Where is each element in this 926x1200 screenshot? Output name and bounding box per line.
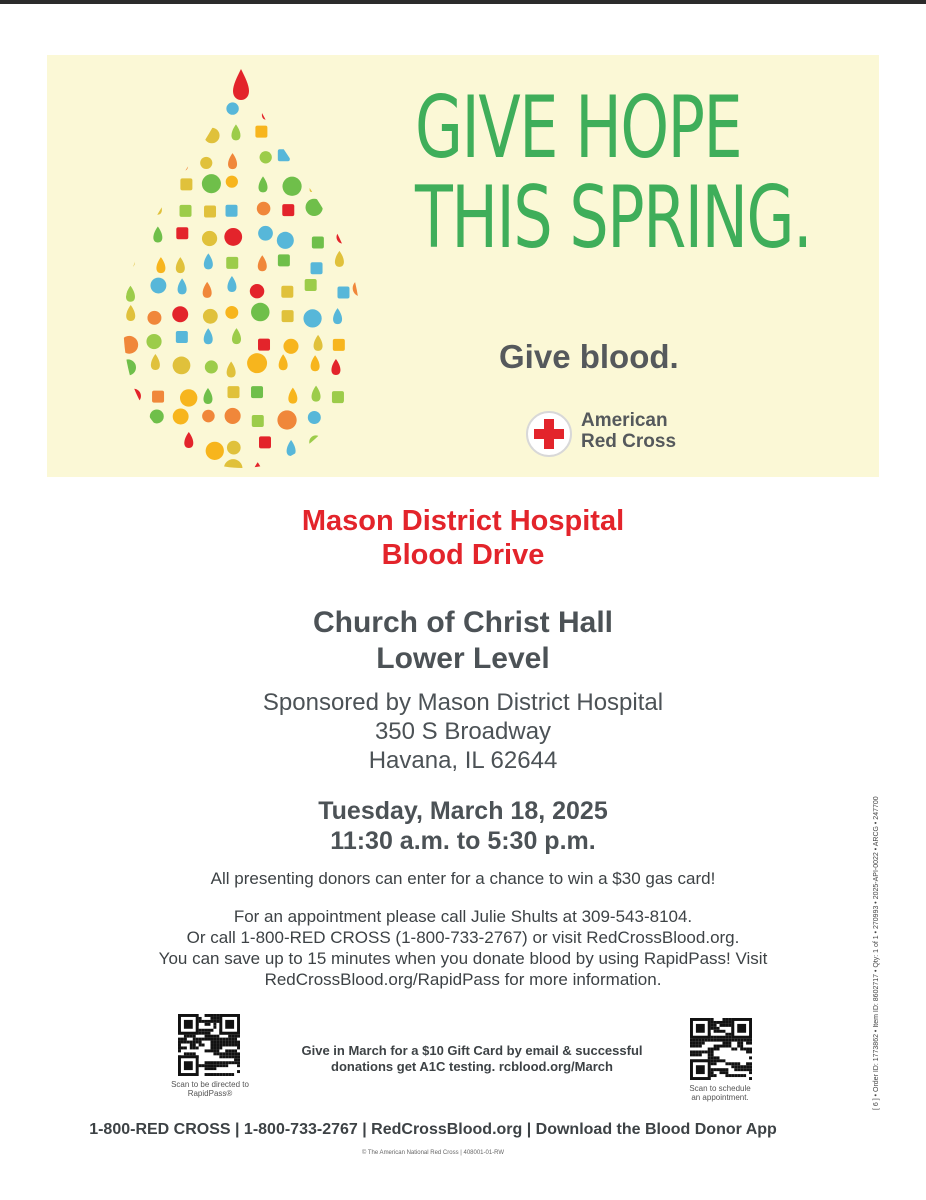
- spring-icon: [305, 279, 317, 291]
- spring-icon: [334, 127, 349, 142]
- spring-icon: [179, 121, 188, 137]
- spring-icon: [147, 311, 161, 325]
- spring-icon: [359, 97, 367, 116]
- spring-icon: [311, 262, 323, 274]
- spring-icon: [127, 443, 139, 455]
- headline: [415, 78, 812, 268]
- spring-icon: [202, 174, 221, 193]
- spring-icon: [125, 156, 134, 172]
- spring-icon: [121, 129, 138, 146]
- spring-icon: [224, 228, 242, 246]
- footer-contacts: 1-800-RED CROSS | 1-800-733-2767 | RedCrossBlood.org | Download the Blood Donor App: [89, 1121, 777, 1138]
- top-border: [0, 0, 926, 4]
- spring-icon: [333, 148, 347, 162]
- red-cross-logo-text: [581, 410, 676, 452]
- spring-banner: [47, 55, 879, 477]
- spring-icon: [146, 334, 161, 349]
- spring-icon: [150, 130, 164, 144]
- spring-icon: [250, 284, 264, 298]
- info-line-4: RedCrossBlood.org/RapidPass for more information.: [264, 970, 662, 989]
- promo-line-1: Give in March for a $10 Gift Card by email & successful: [301, 1043, 643, 1058]
- spring-icon: [203, 309, 218, 324]
- spring-icon: [259, 436, 271, 448]
- spring-icon: [288, 96, 297, 112]
- sponsor-address: [0, 688, 926, 775]
- spring-icon: [360, 182, 367, 194]
- spring-icon: [278, 126, 290, 138]
- venue: [0, 605, 926, 677]
- spring-icon: [335, 182, 344, 198]
- spring-icon: [180, 389, 197, 406]
- spring-icon: [151, 444, 163, 456]
- spring-icon: [281, 286, 293, 298]
- spring-icon: [251, 386, 263, 398]
- spring-icon: [153, 172, 162, 188]
- spring-icon: [361, 231, 367, 246]
- spring-icon: [278, 254, 290, 266]
- address-line-2: Havana, IL 62644: [368, 747, 558, 774]
- spring-icon: [333, 99, 346, 112]
- event-time: 11:30 a.m. to 5:30 p.m.: [330, 827, 596, 855]
- tagline: Give blood.: [499, 338, 679, 375]
- qr-caption-line: Scan to schedule: [689, 1084, 751, 1093]
- spring-icon: [225, 306, 238, 319]
- spring-icon: [226, 257, 238, 269]
- venue-line-2: Lower Level: [376, 642, 550, 675]
- spring-icon: [125, 235, 138, 248]
- promo-text: [262, 1043, 682, 1075]
- spring-icon: [362, 334, 367, 350]
- schedule-qr-caption: [670, 1084, 770, 1102]
- spring-icon: [148, 461, 163, 473]
- spring-icon: [255, 126, 267, 138]
- spring-icon: [283, 339, 298, 354]
- sponsor-line: Sponsored by Mason District Hospital: [262, 689, 664, 716]
- spring-icon: [282, 204, 294, 216]
- spring-icon: [153, 153, 165, 165]
- spring-icon: [200, 102, 212, 114]
- headline-line-1: GIVE HOPE: [415, 78, 742, 178]
- spring-icon: [262, 104, 271, 120]
- spring-icon: [132, 407, 141, 423]
- spring-icon: [356, 438, 367, 450]
- spring-icon: [337, 287, 349, 299]
- spring-icon: [247, 353, 267, 373]
- spring-icon: [251, 303, 270, 322]
- spring-icon: [252, 415, 264, 427]
- spring-icon: [365, 303, 367, 319]
- spring-icon: [120, 336, 138, 354]
- spring-icon: [204, 205, 216, 217]
- spring-icon: [153, 199, 162, 215]
- spring-icon: [203, 465, 215, 473]
- spring-icon: [206, 442, 224, 460]
- spring-icon: [277, 410, 296, 429]
- schedule-qr-code[interactable]: [690, 1018, 752, 1080]
- spring-icon: [308, 465, 320, 473]
- rapidpass-qr-code[interactable]: [178, 1014, 240, 1076]
- qr-caption-line: RapidPass®: [187, 1089, 233, 1098]
- spring-icon: [150, 278, 166, 294]
- spring-icon: [126, 211, 138, 223]
- spring-icon: [260, 151, 272, 163]
- spring-icon: [179, 155, 188, 171]
- spring-icon: [359, 360, 367, 379]
- spring-icon: [202, 231, 217, 246]
- spring-icon: [359, 387, 367, 405]
- spring-icon: [205, 360, 218, 373]
- spring-icon: [227, 441, 241, 455]
- spring-icon: [309, 435, 322, 448]
- spring-icon: [173, 357, 191, 375]
- spring-icon: [332, 391, 344, 403]
- address-line-1: 350 S Broadway: [374, 718, 552, 745]
- spring-icon: [306, 199, 323, 216]
- spring-icon: [126, 389, 141, 404]
- spring-icon: [331, 208, 343, 220]
- event-title-line-2: Blood Drive: [381, 539, 545, 571]
- rapidpass-qr-caption: [160, 1080, 260, 1098]
- spring-icon: [202, 410, 215, 423]
- spring-icon: [312, 236, 324, 248]
- spring-icon: [226, 102, 238, 114]
- spring-icon: [335, 416, 347, 428]
- spring-icon: [310, 100, 322, 112]
- spring-icon: [360, 204, 367, 219]
- spring-icon: [150, 410, 164, 424]
- spring-icon: [308, 411, 321, 424]
- spring-icon: [257, 202, 271, 216]
- spring-icon: [283, 465, 296, 473]
- date-time: [0, 796, 926, 856]
- logo-line-1: American: [581, 410, 668, 431]
- spring-icon: [303, 309, 321, 327]
- raffle-text: All presenting donors can enter for a chance to win a $30 gas card!: [210, 869, 716, 888]
- info-line-1: For an appointment please call Julie Shults at 309-543-8104.: [233, 907, 693, 926]
- spring-icon: [173, 409, 189, 425]
- spring-icon: [358, 470, 367, 473]
- spring-icon: [152, 391, 164, 403]
- spring-icon: [313, 132, 325, 144]
- spring-icon: [335, 439, 352, 456]
- copyright: © The American National Red Cross | 408001-01-RW: [361, 1150, 505, 1156]
- spring-icon: [227, 386, 239, 398]
- spring-icon: [120, 359, 136, 375]
- spring-icon: [364, 415, 367, 431]
- spring-icon: [226, 176, 238, 188]
- spring-icon: [225, 408, 241, 424]
- spring-icon: [277, 232, 294, 249]
- spring-icon: [310, 149, 324, 163]
- spring-icon: [360, 148, 367, 165]
- spring-icon: [180, 205, 192, 217]
- spring-icon: [172, 306, 188, 322]
- spring-icon: [278, 149, 290, 161]
- spring-icon: [258, 226, 273, 241]
- red-cross-icon: [525, 410, 585, 458]
- spring-icon: [282, 310, 294, 322]
- spring-icon: [359, 252, 367, 268]
- spring-icon: [126, 252, 135, 268]
- spring-icon: [128, 463, 137, 473]
- logo-line-2: Red Cross: [581, 431, 677, 452]
- spring-icon: [226, 205, 238, 217]
- event-date: Tuesday, March 18, 2025: [318, 797, 608, 825]
- spring-icon: [336, 231, 349, 244]
- spring-icon: [333, 339, 345, 351]
- spring-icon: [179, 97, 188, 113]
- spring-icon: [180, 178, 192, 190]
- spring-icon: [282, 177, 301, 196]
- promo-line-2: donations get A1C testing. rcblood.org/March: [331, 1059, 613, 1074]
- spring-icon: [172, 463, 192, 473]
- spring-icon: [200, 157, 212, 169]
- spring-icon: [176, 227, 188, 239]
- event-title-line-1: Mason District Hospital: [301, 505, 625, 537]
- info-line-3: You can save up to 15 minutes when you donate blood by using RapidPass! Visit: [158, 949, 768, 968]
- side-order-code: [ 6 ] • Order ID: 1773862 • Item ID: 8602717 • Qty: 1 of 1 • 270993 • 2025-API-0022 • ARCG • 247700: [873, 796, 880, 1110]
- spring-icon: [154, 95, 163, 111]
- info-line-2: Or call 1-800-RED CROSS (1-800-733-2767) or visit RedCrossBlood.org.: [186, 928, 740, 947]
- qr-caption-line: Scan to be directed to: [171, 1080, 249, 1089]
- spring-icon: [310, 180, 322, 192]
- spring-icon: [124, 101, 140, 117]
- qr-caption-line: an appointment.: [691, 1093, 749, 1102]
- spring-icon: [204, 128, 220, 144]
- venue-line-1: Church of Christ Hall: [312, 606, 613, 639]
- spring-icon-blood-drop: [117, 63, 367, 473]
- spring-icon: [357, 127, 367, 139]
- headline-line-2: THIS SPRING.: [415, 168, 812, 268]
- appointment-info: [0, 906, 926, 990]
- event-title: [0, 504, 926, 572]
- spring-icon: [258, 339, 270, 351]
- spring-icon: [337, 468, 349, 473]
- spring-icon: [176, 331, 188, 343]
- spring-icon: [123, 176, 132, 192]
